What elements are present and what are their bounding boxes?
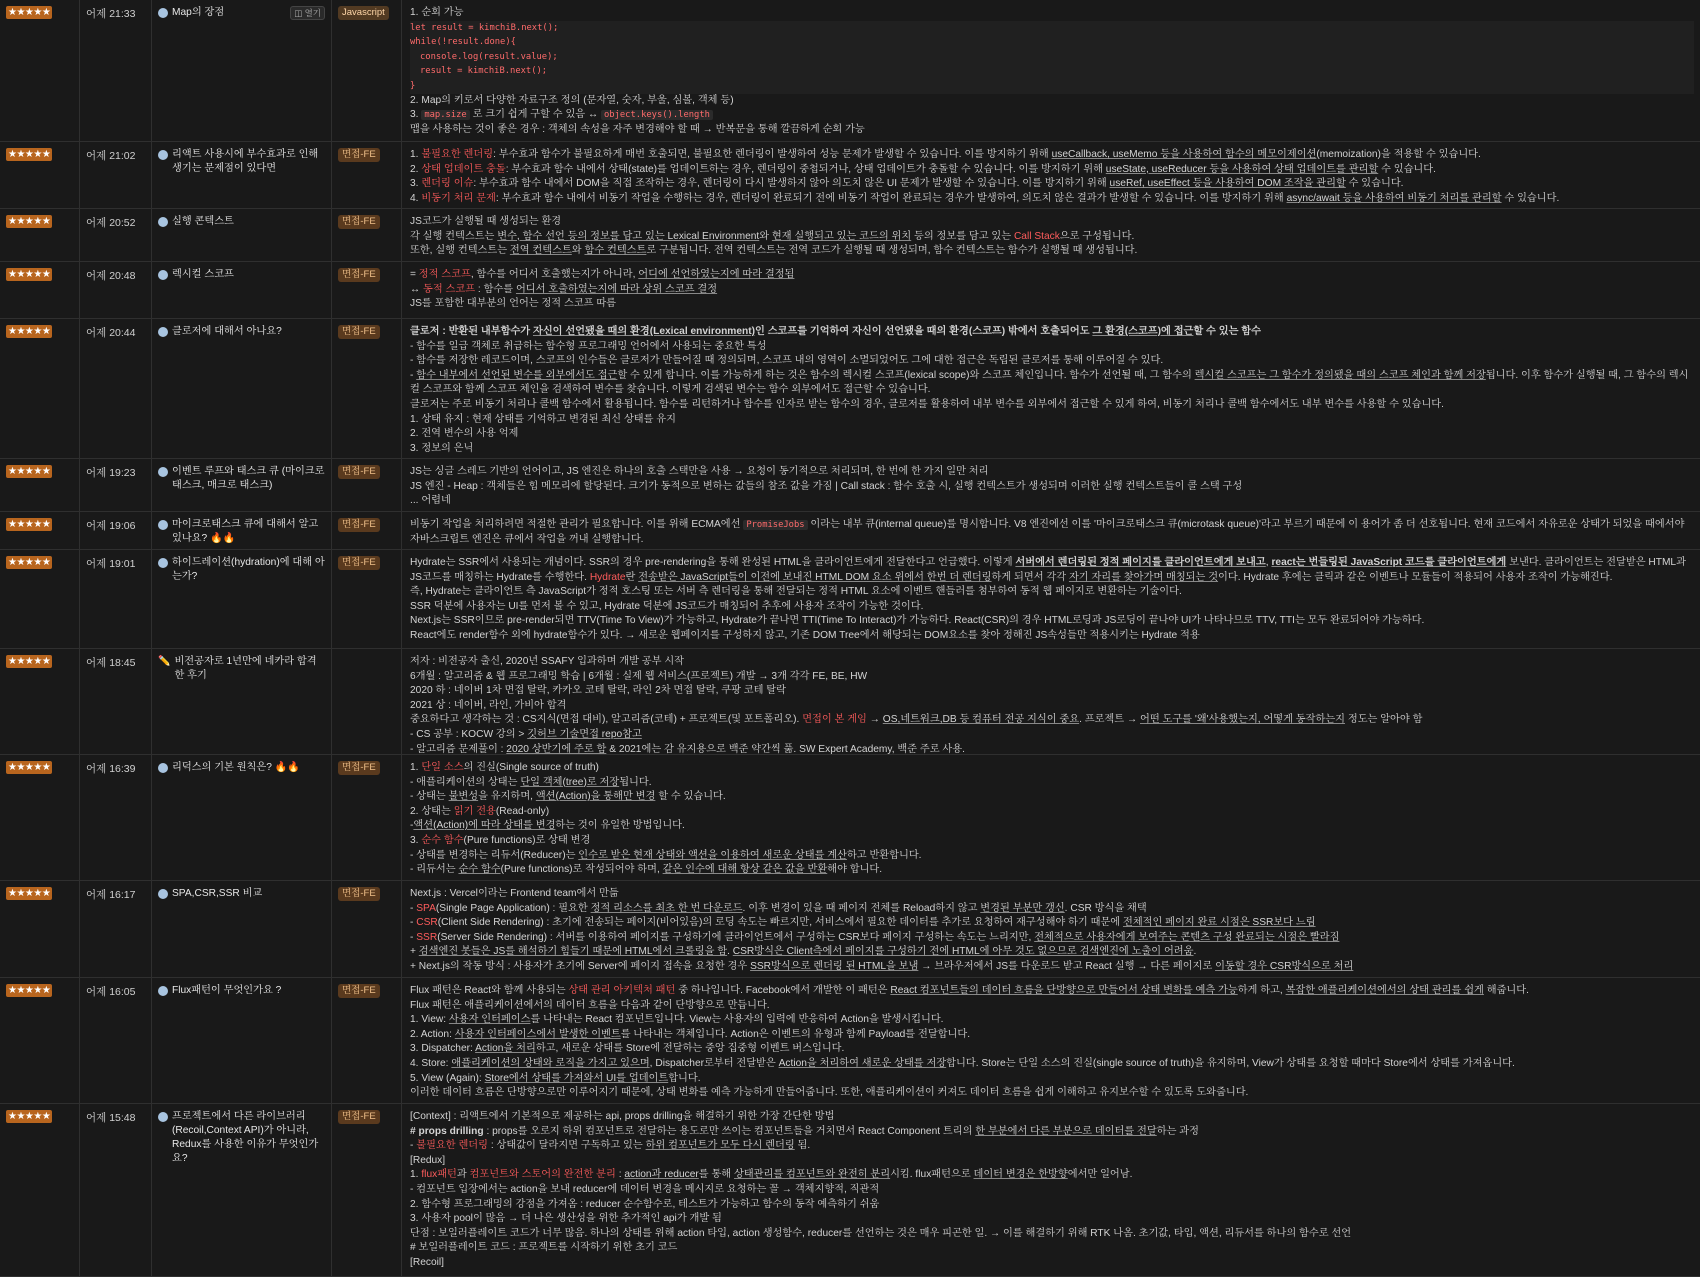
tag-cell[interactable] <box>332 881 402 977</box>
rating-stars: ★★★★★ <box>8 887 51 899</box>
tag-cell[interactable] <box>332 209 402 261</box>
category-tag: 면접-FE <box>338 518 380 532</box>
rating-stars: ★★★★★ <box>8 6 51 18</box>
code-block: let result = kimchiB.next(); while(!result.done){ console.log(result.value); result = kimchiB.next(); } <box>410 21 1694 94</box>
table-row[interactable] <box>0 262 1700 319</box>
rating-cell <box>0 319 80 458</box>
globe-icon <box>158 763 168 773</box>
rating-stars: ★★★★★ <box>8 984 51 996</box>
table-row[interactable] <box>0 1104 1700 1277</box>
fire-icon: 🔥🔥 <box>210 533 236 544</box>
category-tag: 면접-FE <box>338 1110 380 1124</box>
rating-cell <box>0 550 80 648</box>
row-title[interactable]: 리액트 사용시에 부수효과로 인해 생기는 문제점이 있다면 <box>172 149 319 174</box>
answer-cell[interactable]: Next.js : Vercel이라는 Frontend team에서 만듦 - SPA(Single Page Application) : 필요한 정적 리소스를 최초 한 번 다운로드. 이후 변경이 있을 때 페이지 전체를 Reload하지 않고 변경된 부분만 갱신. CSR 방식을 채택 - CSR(Client Side Rendering) : 초기에 전송되는 페이지(비어있음)의 로딩 속도는 빠르지만, 서비스에서 필요한 데이터를 추가로 요청하여 재구성해야 하기 때문에 전체적인 페이지 완료 시점은 SSR보다 느림 - SSR(Server Side Rendering) : 서버를 이용하여 페이지를 구성하기에 클라이언트에서 구성하는 CSR보다 페이지 구성하는 속도는 느리지만, 전체적으로 사용자에게 보여주는 콘텐츠 구성 완료되는 시점은 빨라짐 + 검색엔진 봇들은 JS를 해석하기 힘들기 때문에 HTML에서 크롤링을 함. CSR방식은 Client측에서 페이지를 구성하기 전에 HTML에 아무 것도 없으므로 검색엔진에 노출이 어려움. + Next.js의 작동 방식 : 사용자가 초기에 Server에 페이지 접속을 요청한 경우 SSR방식으로 렌더링 된 HTML을 보냄 → 브라우저에서 JS를 다운로드 받고 React 실행 → 다른 페이지로 이동할 경우 CSR방식으로 처리 <box>410 888 1354 972</box>
date-cell: 어제 16:17 <box>80 881 152 977</box>
category-tag: 면접-FE <box>338 887 380 901</box>
globe-icon <box>158 8 168 18</box>
title-cell[interactable] <box>152 512 332 549</box>
open-button[interactable]: ◫ 열기 <box>290 6 325 20</box>
globe-icon <box>158 150 168 160</box>
title-cell[interactable] <box>152 550 332 648</box>
title-cell[interactable] <box>152 755 332 880</box>
category-tag: 면접-FE <box>338 465 380 479</box>
table-row[interactable] <box>0 649 1700 755</box>
rating-cell <box>0 0 80 141</box>
date-cell: 어제 20:48 <box>80 262 152 318</box>
answer-cell[interactable]: JS는 싱글 스레드 기반의 언어이고, JS 엔진은 하나의 호출 스택만을 사용 → 요청이 동기적으로 처리되며, 한 번에 한 가지 일만 처리 JS 엔진 - Heap : 객체들은 힙 메모리에 할당된다. 크기가 동적으로 변하는 값들의 참조 값을 가짐 | Call stack : 함수 호출 시, 실행 컨텍스트가 생성되며 이러한 실행 컨텍스트들이 콜 스택 구성 ... 어렵네 <box>410 466 1243 507</box>
row-title[interactable]: 이벤트 루프와 태스크 큐 (마이크로 태스크, 매크로 태스크) <box>172 466 325 491</box>
tag-cell[interactable] <box>332 978 402 1103</box>
answer-cell[interactable]: Hydrate는 SSR에서 사용되는 개념이다. SSR의 경우 pre-rendering을 통해 완성된 HTML을 클라이언트에게 전달한다고 언급했다. 이렇게 서버에서 렌더링된 정적 페이지를 클라이언트에게 보내고, react는 번들링된 JavaScript 코드를 클라이언트에게 보낸다. 클라이언트는 전달받은 HTML과 JS코드를 매칭하는 Hydrate를 수행한다. Hydrate란 전송받은 JavaScript들이 이전에 보내진 HTML DOM 요소 위에서 한번 더 렌더링하게 되면서 각각 자기 자리를 찾아가며 매칭되는 것이다. Hydrate 후에는 클릭과 같은 이벤트나 모듈들이 적용되어 사용자 조작이 가능해진다. 즉, Hydrate는 클라이언트 측 JavaScript가 정적 호스팅 또는 서버 측 렌더링을 통해 전달되는 정적 HTML 요소에 이벤트 핸들러를 첨부하여 동적 웹 페이지로 변환하는 기술이다. SSR 덕분에 사용자는 UI를 먼저 볼 수 있고, Hydrate 덕분에 JS코드가 매칭되어 추후에 사용자 조작이 가능한 것이다. Next.js는 SSR이므로 pre-render되면 TTV(Time To View)가 가능하고, Hydrate가 끝나면 TTI(Time To Interact)가 가능하다. React(CSR)의 경우 HTML로딩과 JS로딩이 끝나야 UI가 나타나므로 TTV, TTI는 모두 완료되어야 가능하다. React에도 render함수 외에 hydrate함수가 있다. → 새로운 웹페이지를 구성하지 않고, 기존 DOM Tree에서 해당되는 DOM요소를 찾아 정해진 JS속성들만 적용시키는 Hydrate 적용 <box>410 557 1686 641</box>
globe-icon <box>158 327 168 337</box>
rating-cell <box>0 512 80 549</box>
rating-cell <box>0 649 80 754</box>
rating-stars: ★★★★★ <box>8 518 51 530</box>
table-row[interactable] <box>0 319 1700 459</box>
tag-cell[interactable] <box>332 142 402 208</box>
date-cell: 어제 19:06 <box>80 512 152 549</box>
rating-cell <box>0 1104 80 1276</box>
answer-cell[interactable]: = 정적 스코프, 함수를 어디서 호출했는지가 아니라, 어디에 선언하였는지에 따라 결정됨 ↔ 동적 스코프 : 함수를 어디서 호출하였는지에 따라 상위 스코프 결정 JS를 포함한 대부분의 언어는 정적 스코프 따름 <box>410 269 795 310</box>
title-cell[interactable] <box>152 459 332 511</box>
date-cell: 어제 21:02 <box>80 142 152 208</box>
rating-stars: ★★★★★ <box>8 1110 51 1122</box>
fire-icon: 🔥🔥 <box>274 762 301 773</box>
date-cell: 어제 19:01 <box>80 550 152 648</box>
rating-stars: ★★★★★ <box>8 215 51 227</box>
globe-icon <box>158 520 168 530</box>
rating-stars: ★★★★★ <box>8 465 51 477</box>
table-row[interactable] <box>0 755 1700 881</box>
title-cell[interactable] <box>152 1104 332 1276</box>
row-title[interactable]: 마이크로태스크 큐에 대해서 알고 있나요? 🔥🔥 <box>172 519 319 544</box>
globe-icon <box>158 558 168 568</box>
table-row[interactable] <box>0 978 1700 1104</box>
rating-stars: ★★★★★ <box>8 148 51 160</box>
category-tag: 면접-FE <box>338 268 380 282</box>
category-tag: 면접-FE <box>338 984 380 998</box>
title-cell[interactable] <box>152 881 332 977</box>
rating-stars: ★★★★★ <box>8 761 51 773</box>
row-title[interactable]: Map의 장점 <box>172 7 225 18</box>
table-row[interactable] <box>0 142 1700 209</box>
date-cell: 어제 16:39 <box>80 755 152 880</box>
date-cell: 어제 21:33 <box>80 0 152 141</box>
row-title[interactable]: 클로저에 대해서 아나요? <box>172 326 282 337</box>
rating-stars: ★★★★★ <box>8 325 51 337</box>
rating-cell <box>0 978 80 1103</box>
table-row[interactable] <box>0 550 1700 649</box>
globe-icon <box>158 467 168 477</box>
tag-cell <box>332 649 402 754</box>
category-tag: 면접-FE <box>338 148 380 162</box>
rating-cell <box>0 459 80 511</box>
answer-cell[interactable]: [Context] : 리액트에서 기본적으로 제공하는 api, props drilling을 해결하기 위한 가장 간단한 방법 # props drilling : props를 오로지 하위 컴포넌트로 전달하는 용도로만 쓰이는 컴포넌트들을 거치면서 React Component 트리의 한 부분에서 다른 부분으로 데이터를 전달하는 과정 - 불필요한 렌더링 : 상태값이 달라지면 구독하고 있는 하위 컴포넌트가 모두 다시 렌더링 됨. [Redux] 1. flux패턴과 컴포넌트와 스토어의 완전한 분리 : action과 reducer를 통해 상태관리를 컴포넌트와 완전히 분리시킴. flux패턴으로 데이터 변경은 한방향에서만 일어남. - 컴포넌트 입장에서는 action을 보내 reducer에 데이터 변경을 메시지로 요청하는 꼴 → 객체지향적, 직관적 2. 함수형 프로그래밍의 강점을 가져옴 : reducer 순수함수로, 테스트가 가능하고 함수의 동작 예측하기 쉬움 3. 사용자 pool이 많음 → 더 나은 생산성을 위한 추가적인 api가 개발 됨 단점 : 보일러플레이트 코드가 너무 많음. 하나의 상태를 위해 action 타입, action 생성함수, reducer를 선언하는 것은 매우 피곤한 일. → 이를 해결하기 위해 RTK 나옴. 초기값, 타입, 액션, 리듀서를 하나의 함수로 선언 # 보일러플레이트 코드 : 프로젝트를 시작하기 위한 초기 코드 [Recoil] <box>410 1111 1352 1268</box>
answer-cell[interactable]: Flux 패턴은 React와 함께 사용되는 상태 관리 아키텍처 패턴 중 하나입니다. Facebook에서 개발한 이 패턴은 React 컴포넌트들의 데이터 흐름을 단방향으로 만들어서 상태 변화를 예측 가능하게 하고, 복잡한 애플리케이션에서의 상태 관리를 쉽게 해줍니다. Flux 패턴은 애플리케이션에서의 데이터 흐름을 다음과 같이 단방향으로 만듭니다. 1. View: 사용자 인터페이스를 나타내는 React 컴포넌트입니다. View는 사용자의 입력에 반응하여 Action을 발생시킵니다. 2. Action: 사용자 인터페이스에서 발생한 이벤트를 나타내는 객체입니다. Action은 이벤트의 유형과 함께 Payload를 전달합니다. 3. Dispatcher: Action을 처리하고, 새로운 상태를 Store에 전달하는 중앙 집중형 이벤트 버스입니다. 4. Store: 애플리케이션의 상태와 로직을 가지고 있으며, Dispatcher로부터 전달받은 Action을 처리하여 새로운 상태를 저장합니다. Store는 단일 소스의 진실(single source of truth)을 유지하며, View가 상태를 요청할 때마다 Store에서 상태를 가져옵니다. 5. View (Again): Store에서 상태를 가져와서 UI를 업데이트합니다. 이러한 데이터 흐름은 단방향으로만 이루어지기 때문에, 상태 변화를 예측 가능하게 만들어줍니다. 또한, 애플리케이션이 커져도 데이터 흐름을 쉽게 이해하고 유지보수할 수 있도록 도와줍니다. <box>410 985 1529 1099</box>
row-title[interactable]: SPA,CSR,SSR 비교 <box>172 888 263 899</box>
rating-cell <box>0 755 80 880</box>
table-row[interactable] <box>0 209 1700 262</box>
category-tag: 면접-FE <box>338 761 380 775</box>
answer-cell[interactable]: 저자 : 비전공자 출신, 2020년 SSAFY 입과하며 개발 공부 시작 6개월 : 알고리즘 & 웹 프로그래밍 학습 | 6개월 : 실제 웹 서비스(프로젝트) 개발 → 3개 각각 FE, BE, HW 2020 하 : 네이버 1차 면접 탈락, 카카오 코테 탈락, 라인 2차 면접 탈락, 쿠팡 코테 탈락 2021 상 : 네이버, 라인, 가비아 합격 중요하다고 생각하는 것 : CS지식(면접 대비), 알고리즘(코테) + 프로젝트(및 포트폴리오). 면접이 본 게임 → OS,네트워크,DB 등 컴퓨터 전공 지식이 중요. 프로젝트 → 어떤 도구를 '왜'사용했는지, 어떻게 동작하는지 정도는 알아야 함 - CS 공부 : KOCW 강의 > 깃허브 기술면접 repo참고 - 알고리즘 문제풀이 : 2020 상반기에 주로 함 & 2021에는 감 유지용으로 백준 약간씩 풂. SW Expert Academy, 백준 주로 사용. <box>410 656 1423 754</box>
rating-cell <box>0 881 80 977</box>
title-cell[interactable] <box>152 978 332 1103</box>
tag-cell[interactable] <box>332 459 402 511</box>
category-tag: 면접-FE <box>338 556 380 570</box>
title-cell[interactable] <box>152 142 332 208</box>
rating-cell <box>0 209 80 261</box>
answer-cell[interactable]: 비동기 작업을 처리하려면 적절한 관리가 필요합니다. 이를 위해 ECMA에선 PromiseJobs 이라는 내부 큐(internal queue)를 명시합니다. V8 엔진에선 이를 '마이크로태스크 큐(microtask queue)'라고 부르기 때문에 이 용어가 좀 더 선호됩니다. 현재 코드에서 자유로운 상태가 되었을 때에서야 자바스크립트 엔진은 큐에서 작업을 꺼내 실행합니다. <box>410 519 1685 545</box>
answer-cell[interactable]: 클로저 : 반환된 내부함수가 자신이 선언됐을 때의 환경(Lexical environment)인 스코프를 기억하여 자신이 선언됐을 때의 환경(스코프) 밖에서 호출되어도 그 환경(스코프)에 접근할 수 있는 함수 - 함수를 일급 객체로 취급하는 함수형 프로그래밍 언어에서 사용되는 중요한 특성 - 함수를 저장한 레코드이며, 스코프의 인수들은 클로저가 만들어질 때 정의되며, 스코프 내의 영역이 소멸되었어도 그에 대한 접근은 독립된 클로저를 통해 이루어질 수 있다. - 함수 내부에서 선언된 변수를 외부에서도 접근할 수 있게 합니다. 이를 가능하게 하는 것은 함수의 렉시컬 스코프(lexical scope)와 스코프 체인입니다. 함수가 선언될 때, 그 함수의 렉시컬 스코프는 그 함수가 정의됐을 때의 스코프 체인과 함께 저장됩니다. 이후 함수가 실행될 때, 그 함수의 렉시컬 스코프와 함께 스코프 체인을 검색하여 변수를 찾습니다. 이렇게 검색된 변수는 함수 외부에서도 접근할 수 있습니다. 클로저는 주로 비동기 처리나 콜백 함수에서 활용됩니다. 함수를 리턴하거나 함수를 인자로 받는 함수의 경우, 클로저를 활용하여 내부 변수를 외부에서 접근할 수 있게 하여, 비동기 처리나 콜백 함수에서도 내부 변수를 사용할 수 있습니다. 1. 상태 유지 : 현재 상태를 기억하고 변경된 최신 상태를 유지 2. 전역 변수의 사용 억제 3. 정보의 은닉 <box>410 326 1689 454</box>
answer-cell[interactable]: 1. 불필요한 렌더링: 부수효과 함수가 불필요하게 매번 호출되면, 불필요한 렌더링이 발생하여 성능 문제가 발생할 수 있습니다. 이를 방지하기 위해 useCallback, useMemo 등을 사용하여 함수의 메모이제이션(memoization)을 적용할 수 있습니다. 2. 상태 업데이트 충돌: 부수효과 함수 내에서 상태(state)를 업데이트하는 경우, 렌더링이 중첩되거나, 상태 업데이트가 충돌할 수 있습니다. 이를 방지하기 위해 useState, useReducer 등을 사용하여 상태 업데이트를 관리할 수 있습니다. 3. 렌더링 이슈: 부수효과 함수 내에서 DOM을 직접 조작하는 경우, 렌더링이 다시 발생하지 않아 의도치 않은 UI 문제가 발생할 수 있습니다. 이를 방지하기 위해 useRef, useEffect 등을 사용하여 DOM 조작을 관리할 수 있습니다. 4. 비동기 처리 문제: 부수효과 함수 내에서 비동기 작업을 수행하는 경우, 렌더링이 완료되기 전에 비동기 작업이 완료되는 경우가 발생하여, 의도치 않은 결과가 발생할 수 있습니다. 이를 방지하기 위해 async/await 등을 사용하여 비동기 처리를 관리할 수 있습니다. <box>410 149 1560 204</box>
row-title[interactable]: 렉시컬 스코프 <box>172 269 234 280</box>
table-row[interactable] <box>0 512 1700 550</box>
tag-cell[interactable] <box>332 0 402 141</box>
rating-cell <box>0 262 80 318</box>
tag-cell[interactable] <box>332 550 402 648</box>
title-cell[interactable] <box>152 209 332 261</box>
date-cell: 어제 20:44 <box>80 319 152 458</box>
answer-cell[interactable]: 1. 단일 소스의 진실(Single source of truth) - 애플리케이션의 상태는 단일 객체(tree)로 저장됩니다. - 상태는 불변성을 유지하며, 액션(Action)을 통해만 변경 할 수 있습니다. 2. 상태는 읽기 전용(Read-only) -액션(Action)에 따라 상태를 변경하는 것이 유일한 방법입니다. 3. 순수 함수(Pure functions)로 상태 변경 - 상태를 변경하는 리듀서(Reducer)는 인수로 받은 현재 상태와 액션을 이용하여 새로운 상태를 계산하고 반환합니다. - 리듀서는 순수 함수(Pure functions)로 작성되어야 하며, 같은 인수에 대해 항상 같은 값을 반환해야 합니다. <box>410 762 922 876</box>
row-title[interactable]: 하이드레이션(hydration)에 대해 아는가? <box>172 557 325 582</box>
tag-cell[interactable] <box>332 1104 402 1276</box>
tag-cell[interactable] <box>332 262 402 318</box>
answer-cell[interactable]: JS코드가 실행될 때 생성되는 환경 각 실행 컨텍스트는 변수, 함수 선언 등의 정보를 담고 있는 Lexical Environment와 현재 실행되고 있는 코드의 위치 등의 정보를 담고 있는 Call Stack으로 구성됩니다. 또한, 실행 컨텍스트는 전역 컨텍스트와 함수 컨텍스트로 구분됩니다. 전역 컨텍스트는 전역 코드가 실행될 때 생성되며, 함수 컨텍스트는 함수가 실행될 때 생성됩니다. <box>410 216 1138 257</box>
date-cell: 어제 20:52 <box>80 209 152 261</box>
row-title[interactable]: 비전공자로 1년만에 네카라 합격한 후기 <box>174 656 317 681</box>
tag-cell[interactable] <box>332 755 402 880</box>
rating-stars: ★★★★★ <box>8 556 51 568</box>
globe-icon <box>158 1112 168 1122</box>
row-title[interactable]: Flux패턴이 무엇인가요 ? <box>172 985 282 996</box>
table-row[interactable] <box>0 0 1700 142</box>
table-row[interactable] <box>0 881 1700 978</box>
rating-cell <box>0 142 80 208</box>
tag-cell[interactable] <box>332 512 402 549</box>
rating-stars: ★★★★★ <box>8 655 51 667</box>
title-cell[interactable] <box>152 319 332 458</box>
title-cell[interactable] <box>152 0 332 141</box>
row-title[interactable]: 실행 콘텍스트 <box>172 216 234 227</box>
globe-icon <box>158 986 168 996</box>
date-cell: 어제 16:05 <box>80 978 152 1103</box>
row-title[interactable]: 리덕스의 기본 원칙은? 🔥🔥 <box>172 762 301 773</box>
globe-icon <box>158 217 168 227</box>
table-row[interactable] <box>0 459 1700 512</box>
category-tag: 면접-FE <box>338 215 380 229</box>
row-title[interactable]: 프로젝트에서 다른 라이브러리(Recoil,Context API)가 아니라, Redux를 사용한 이유가 무엇인가요? <box>172 1111 319 1164</box>
category-tag: Javascript <box>338 6 389 20</box>
globe-icon <box>158 270 168 280</box>
rating-stars: ★★★★★ <box>8 268 51 280</box>
title-cell[interactable] <box>152 649 332 754</box>
pencil-icon: ✏️ <box>158 656 171 667</box>
title-cell[interactable] <box>152 262 332 318</box>
category-tag: 면접-FE <box>338 325 380 339</box>
answer-cell[interactable]: 1. 순회 가능 let result = kimchiB.next(); while(!result.done){ console.log(result.value); result = kimchiB.next(); } 2. Map의 키로서 다양한 자료구조 정의 (문자열, 숫자, 부울, 심볼, 객체 등) 3. map.size 로 크기 쉽게 구할 수 있음 ↔ object.keys().length 맵을 사용하는 것이 좋은 경우 : 객체의 속성을 자주 변경해야 할 때 → 반복문을 통해 깔끔하게 순회 가능 <box>402 0 1700 141</box>
globe-icon <box>158 889 168 899</box>
tag-cell[interactable] <box>332 319 402 458</box>
date-cell: 어제 15:48 <box>80 1104 152 1276</box>
date-cell: 어제 18:45 <box>80 649 152 754</box>
date-cell: 어제 19:23 <box>80 459 152 511</box>
